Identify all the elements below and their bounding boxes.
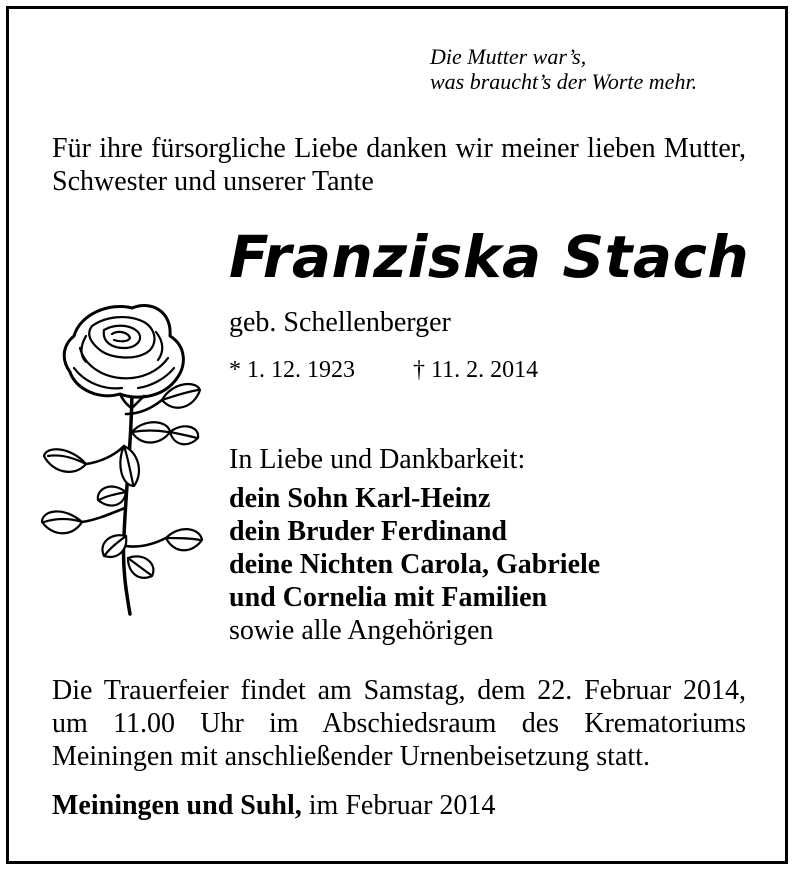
motto-line-1: Die Mutter war’s, — [430, 44, 587, 69]
maiden-name: geb. Schellenberger — [229, 307, 451, 338]
mourner-line: dein Bruder Ferdinand — [229, 516, 507, 547]
death-date: † 11. 2. 2014 — [413, 357, 539, 383]
mourner-line: deine Nichten Carola, Gabriele — [229, 549, 601, 580]
mourner-line: dein Sohn Karl-Heinz — [229, 483, 491, 514]
mourner-relatives-line: sowie alle Angehörigen — [229, 615, 494, 646]
intro-text: Für ihre fürsorgliche Liebe danken wir meiner lieben Mutter, Schwester und unserer Tante — [52, 133, 746, 197]
place-date: im Februar 2014 — [301, 790, 496, 821]
rose-icon — [40, 296, 205, 618]
service-announcement: Die Trauerfeier findet am Samstag, dem 22. Februar 2014, um 11.00 Uhr im Abschiedsraum des Krematoriums Meiningen mit anschließender Urnenbeisetzung statt. — [52, 675, 746, 772]
motto-line-2: was braucht’s der Worte mehr. — [430, 69, 698, 94]
motto-quote — [430, 44, 697, 94]
birth-date: * 1. 12. 1923 — [229, 357, 355, 383]
mourners-list — [229, 482, 600, 647]
deceased-name: Franziska Stach — [229, 223, 750, 291]
thanks-line: In Liebe und Dankbarkeit: — [229, 444, 526, 475]
mourner-line: und Cornelia mit Familien — [229, 582, 548, 613]
place-date-line — [52, 790, 495, 822]
place-name: Meiningen und Suhl, — [52, 790, 302, 821]
